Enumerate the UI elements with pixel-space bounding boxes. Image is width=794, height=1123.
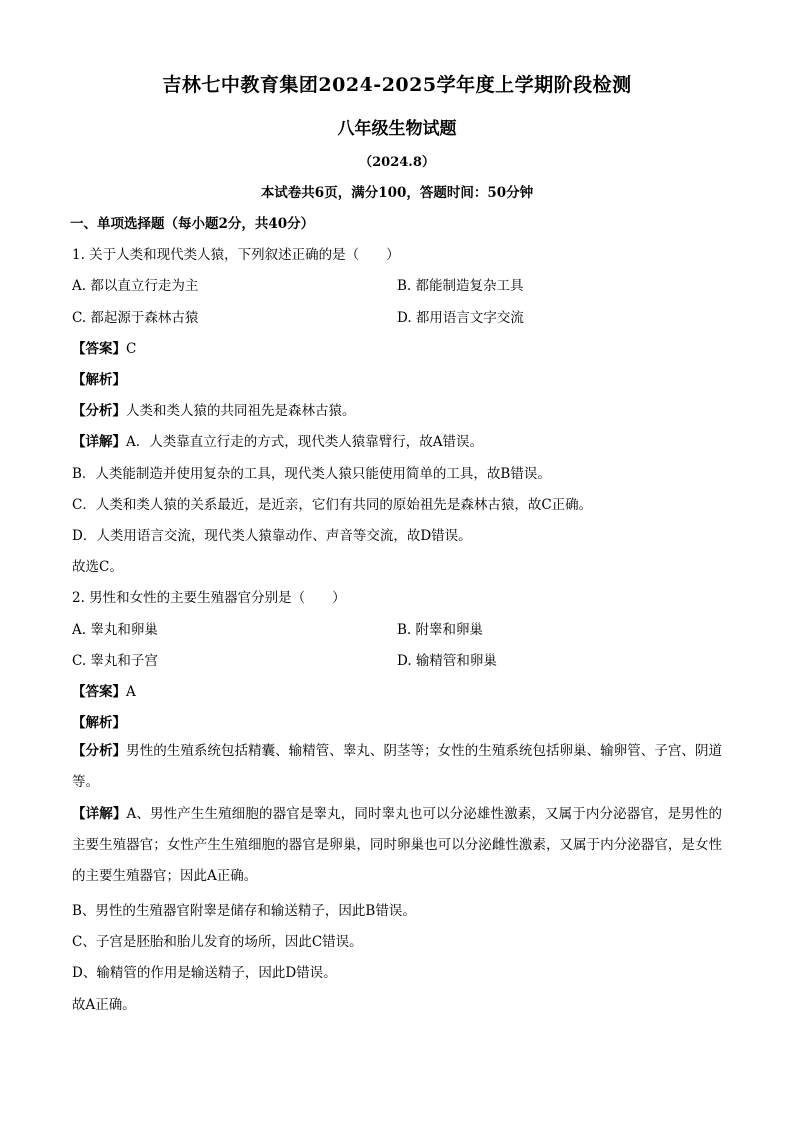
detail-text: A．人类靠直立行走的方式，现代类人猿靠臂行，故A错误。 [126,434,483,450]
answer-tag: 【答案】 [72,684,126,700]
exam-title: 吉林七中教育集团2024-2025学年度上学期阶段检测 [162,74,632,96]
q1-detail-a [72,430,483,450]
fenxi-text: 人类和类人猿的共同祖先是森林古猿。 [126,403,356,419]
q2-stem: 2. 男性和女性的主要生殖器官分别是（ ） [72,590,346,606]
q1-conclusion: 故选C。 [72,559,123,575]
answer-value: C [126,341,137,357]
exam-subtitle: 八年级生物试题 [337,119,457,139]
q1-option-d: D. 都用语言文字交流 [397,310,524,326]
fenxi-tag: 【分析】 [72,743,127,759]
q1-answer [72,337,136,357]
answer-value: A [126,684,136,700]
q2-detail-a [72,799,722,892]
q2-analysis-heading [72,711,126,731]
fenxi-tag: 【分析】 [72,403,126,419]
q2-answer [72,680,136,700]
q1-option-b: B. 都能制造复杂工具 [397,278,524,294]
analysis-tag: 【解析】 [72,715,126,731]
q1-detail-c: C．人类和类人猿的关系最近，是近亲，它们有共同的原始祖先是森林古猿，故C正确。 [72,497,593,513]
q1-option-c: C. 都起源于森林古猿 [72,310,199,326]
q1-stem: 1. 关于人类和现代类人猿，下列叙述正确的是（ ） [72,247,400,263]
q2-option-a: A. 睾丸和卵巢 [72,622,158,638]
q1-detail-b: B．人类能制造并使用复杂的工具，现代类人猿只能使用简单的工具，故B错误。 [72,466,551,482]
section-heading: 一、单项选择题（每小题2分，共40分） [70,216,315,232]
q2-option-d: D. 输精管和卵巢 [397,653,497,669]
answer-tag: 【答案】 [72,341,126,357]
q2-conclusion: 故A正确。 [72,997,136,1013]
q1-detail-d: D．人类用语言交流，现代类人猿靠动作、声音等交流，故D错误。 [72,528,472,544]
xiangjie-tag: 【详解】 [72,806,127,822]
analysis-tag: 【解析】 [72,372,126,388]
xiangjie-tag: 【详解】 [72,434,126,450]
fenxi-text: 男性的生殖系统包括精囊、输精管、睾丸、阴茎等；女性的生殖系统包括卵巢、输卵管、子宫、阴道等。 [72,743,723,790]
q2-fenxi [72,736,722,798]
q1-analysis-heading [72,368,126,388]
q1-fenxi [72,399,356,419]
detail-text: A、男性产生生殖细胞的器官是睾丸，同时睾丸也可以分泌雄性激素，又属于内分泌器官，是男性的主要生殖器官；女性产生生殖细胞的器官是卵巢，同时卵巢也可以分泌雌性激素，又属于内分泌器官，是女性的主要生殖器官；因此A正确。 [72,806,723,884]
q2-detail-b: B、男性的生殖器官附睾是储存和输送精子，因此B错误。 [72,903,416,919]
q2-option-c: C. 睾丸和子宫 [72,653,158,669]
q1-option-a: A. 都以直立行走为主 [72,278,199,294]
q2-detail-d: D、输精管的作用是输送精子，因此D错误。 [72,965,337,981]
q2-option-b: B. 附睾和卵巢 [397,622,484,638]
exam-date: （2024.8） [359,155,435,170]
exam-info: 本试卷共6页，满分100，答题时间：50分钟 [260,185,534,201]
q2-detail-c: C、子宫是胚胎和胎儿发育的场所，因此C错误。 [72,934,363,950]
